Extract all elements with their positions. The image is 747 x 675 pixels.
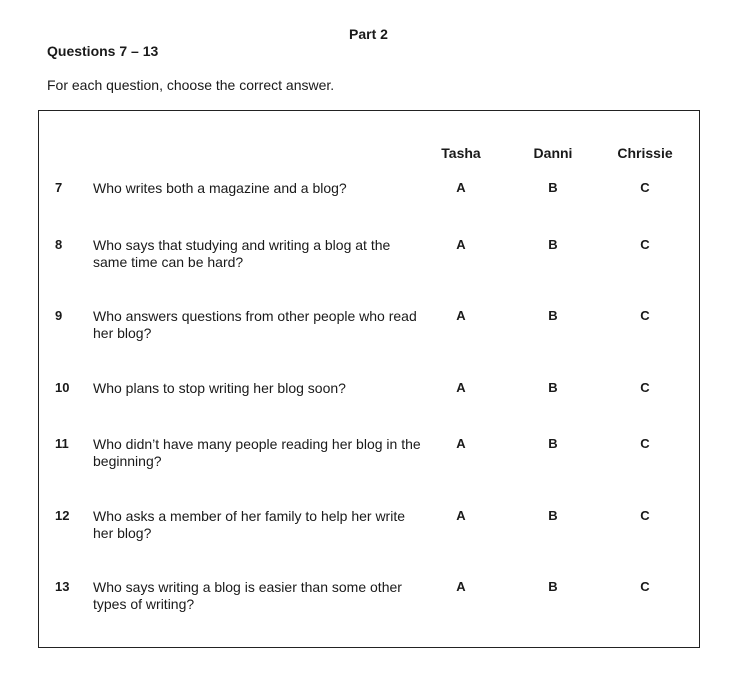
option-b[interactable]: B — [548, 308, 558, 323]
option-c[interactable]: C — [640, 508, 650, 523]
question-table — [38, 110, 700, 648]
question-row — [39, 579, 699, 623]
question-row — [39, 180, 699, 224]
part-title: Part 2 — [349, 26, 388, 42]
option-a[interactable]: A — [456, 308, 466, 323]
option-c[interactable]: C — [640, 237, 650, 252]
option-c[interactable]: C — [640, 308, 650, 323]
column-header-danni: Danni — [533, 145, 573, 161]
column-header-chrissie: Chrissie — [617, 145, 673, 161]
question-text: Who says writing a blog is easier than some other types of writing? — [93, 579, 402, 612]
question-number: 7 — [55, 180, 63, 195]
option-b[interactable]: B — [548, 508, 558, 523]
option-b[interactable]: B — [548, 436, 558, 451]
option-a[interactable]: A — [456, 180, 466, 195]
question-row — [39, 508, 699, 552]
option-b[interactable]: B — [548, 380, 558, 395]
option-b[interactable]: B — [548, 180, 558, 195]
question-text: Who plans to stop writing her blog soon? — [93, 380, 346, 396]
option-b[interactable]: B — [548, 237, 558, 252]
option-a[interactable]: A — [456, 237, 466, 252]
option-b[interactable]: B — [548, 579, 558, 594]
question-text: Who answers questions from other people who read her blog? — [93, 308, 417, 341]
option-c[interactable]: C — [640, 380, 650, 395]
question-row — [39, 436, 699, 480]
question-text: Who writes both a magazine and a blog? — [93, 180, 347, 196]
instruction-text: For each question, choose the correct answer. — [47, 77, 335, 93]
column-header-tasha: Tasha — [441, 145, 481, 161]
question-number: 9 — [55, 308, 63, 323]
option-a[interactable]: A — [456, 436, 466, 451]
question-text: Who says that studying and writing a blog at the same time can be hard? — [93, 237, 391, 270]
question-text: Who didn’t have many people reading her blog in the beginning? — [93, 436, 421, 469]
question-range-heading: Questions 7 – 13 — [47, 43, 159, 59]
option-c[interactable]: C — [640, 436, 650, 451]
question-row — [39, 308, 699, 352]
option-c[interactable]: C — [640, 579, 650, 594]
question-row — [39, 237, 699, 281]
question-number: 13 — [55, 579, 70, 594]
question-text: Who asks a member of her family to help her write her blog? — [93, 508, 406, 541]
question-number: 12 — [55, 508, 70, 523]
option-a[interactable]: A — [456, 380, 466, 395]
option-c[interactable]: C — [640, 180, 650, 195]
question-number: 11 — [55, 436, 69, 451]
question-row — [39, 380, 699, 424]
option-a[interactable]: A — [456, 508, 466, 523]
question-number: 10 — [55, 380, 70, 395]
question-number: 8 — [55, 237, 63, 252]
option-a[interactable]: A — [456, 579, 466, 594]
